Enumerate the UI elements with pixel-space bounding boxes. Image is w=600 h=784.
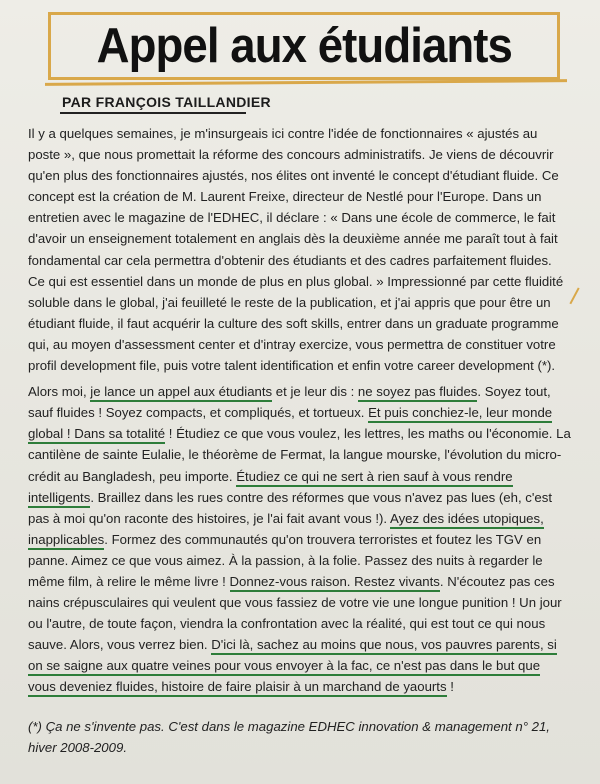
text-line: ou l'autre, de toute façon, viendra la confrontation avec la réalité, qui est tout ce qui nous: [28, 616, 546, 632]
underlined-phrase: D'ici là, sachez au moins que nous, vos pauvres parents, si: [211, 637, 557, 655]
underlined-phrase: vous deveniez fluides, histoire de faire plaisir à un marchand de yaourts: [28, 679, 447, 697]
underlined-phrase: intelligents: [28, 490, 90, 508]
text-line: [28, 402, 586, 423]
text-line: Ce qui est essentiel dans un monde de plus en plus global. » Impressionné par cette fluidité: [28, 273, 564, 289]
text-span: . Formez des communautés qu'on trouvera terroristes et foutez les TGV en: [104, 531, 542, 547]
underlined-phrase: Et puis conchiez-le, leur monde: [368, 405, 552, 423]
byline-rule: [60, 112, 246, 114]
text-line: concept est la création de M. Laurent Freixe, directeur de Nestlé pour l'Europe. Dans un: [28, 189, 542, 205]
text-line: Il y a quelques semaines, je m'insurgeais ici contre l'idée de fonctionnaires « ajustés au: [28, 126, 538, 141]
text-line: entretien avec le magazine de l'EDHEC, il déclare : « Dans une école de commerce, le fait: [28, 210, 556, 226]
text-span: crédit au Bangladesh, peu importe.: [28, 468, 237, 484]
underlined-phrase: on se saigne aux quatre veines pour vous envoyer à la fac, ce n'est pas dans le but que: [28, 658, 540, 676]
text-span: sauve. Alors, vous verrez bien.: [28, 637, 212, 653]
text-line: [28, 676, 586, 697]
text-line: étudiant fluide, il faut acquérir la culture des soft skills, entrer dans un graduate programme: [28, 315, 559, 331]
text-line: nains crépusculaires qui veulent que vous fassiez de votre vie une longue punition ! Un jour: [28, 595, 562, 611]
footnote: [28, 716, 586, 758]
text-line: [28, 655, 586, 676]
footnote-line: hiver 2008-2009.: [28, 740, 127, 755]
underlined-phrase: global ! Dans sa totalité: [28, 426, 165, 444]
underlined-phrase: je lance un appel aux étudiants: [90, 384, 272, 402]
text-line: [28, 381, 586, 402]
text-span: même film, à relire le même livre !: [28, 573, 230, 589]
text-span: !: [446, 679, 454, 695]
text-span: Alors moi,: [28, 384, 91, 400]
text-line: qui, au moyen d'assessment center et d'intray exercize, vous permettra de constituer votre: [28, 336, 556, 352]
text-line: cantilène de sainte Eulalie, le théorème de Fermat, la langue mourske, l'évolution du micro-: [28, 447, 562, 463]
article-byline: PAR FRANÇOIS TAILLANDIER: [62, 94, 271, 110]
text-line: soluble dans le global, j'ai feuilleté le reste de la publication, et j'ai appris que pour être un: [28, 294, 551, 310]
text-line: poste », que nous promettait la réforme des concours administratifs. Je viens de découvrir: [28, 147, 554, 163]
underlined-phrase: inapplicables: [28, 532, 104, 550]
text-line: d'avoir un enseignement totalement en anglais dès la deuxième année me paraît tout à fait: [28, 231, 558, 247]
underlined-phrase: Ayez des idées utopiques,: [390, 511, 544, 529]
text-line: [28, 466, 586, 487]
article-body: [28, 123, 586, 698]
paragraph-2: [28, 381, 586, 697]
title-frame: [48, 12, 560, 80]
text-span: . Soyez tout,: [477, 384, 551, 400]
underlined-phrase: Étudiez ce qui ne sert à rien sauf à vous rendre: [236, 469, 512, 487]
paragraph-1: [28, 123, 586, 376]
text-line: qu'en plus des fonctionnaires ajustés, nos élites ont inventé le concept d'étudiant fluide. Ce: [28, 168, 559, 184]
text-line: [28, 508, 586, 529]
text-span: ! Étudiez ce que vous voulez, les lettres, les maths ou l'économie. La: [165, 426, 571, 442]
text-span: . N'écoutez pas ces: [439, 573, 555, 589]
underlined-phrase: ne soyez pas fluides: [358, 384, 478, 402]
footnote-line: (*) Ça ne s'invente pas. C'est dans le magazine EDHEC innovation & management n° 21,: [28, 719, 550, 734]
article-title: Appel aux étudiants: [96, 19, 512, 73]
text-line: [28, 571, 586, 592]
text-span: et je leur dis :: [272, 384, 358, 400]
text-span: sauf fluides ! Soyez compacts, et compliqués, et tortueux.: [28, 405, 369, 421]
text-line: [28, 634, 586, 655]
text-line: [28, 423, 586, 444]
text-line: [28, 529, 586, 550]
text-span: pas à moi qu'on raconte des histoires, je l'ai fait avant vous !).: [28, 510, 391, 526]
underlined-phrase: Donnez-vous raison. Restez vivants: [230, 574, 440, 592]
text-span: . Braillez dans les rues contre des réformes que vous n'avez pas lues (eh, c'est: [90, 489, 553, 505]
text-line: fondamental car cela permettra d'obtenir des étudiants et des cadres parfaitement fluides.: [28, 252, 552, 268]
text-line: panne. Aimez ce que vous aimez. À la passion, à la folie. Passez des nuits à regarder le: [28, 552, 543, 568]
text-line: profil development file, puis votre talent identification et enfin votre career development (*).: [28, 358, 556, 374]
text-line: [28, 487, 586, 508]
